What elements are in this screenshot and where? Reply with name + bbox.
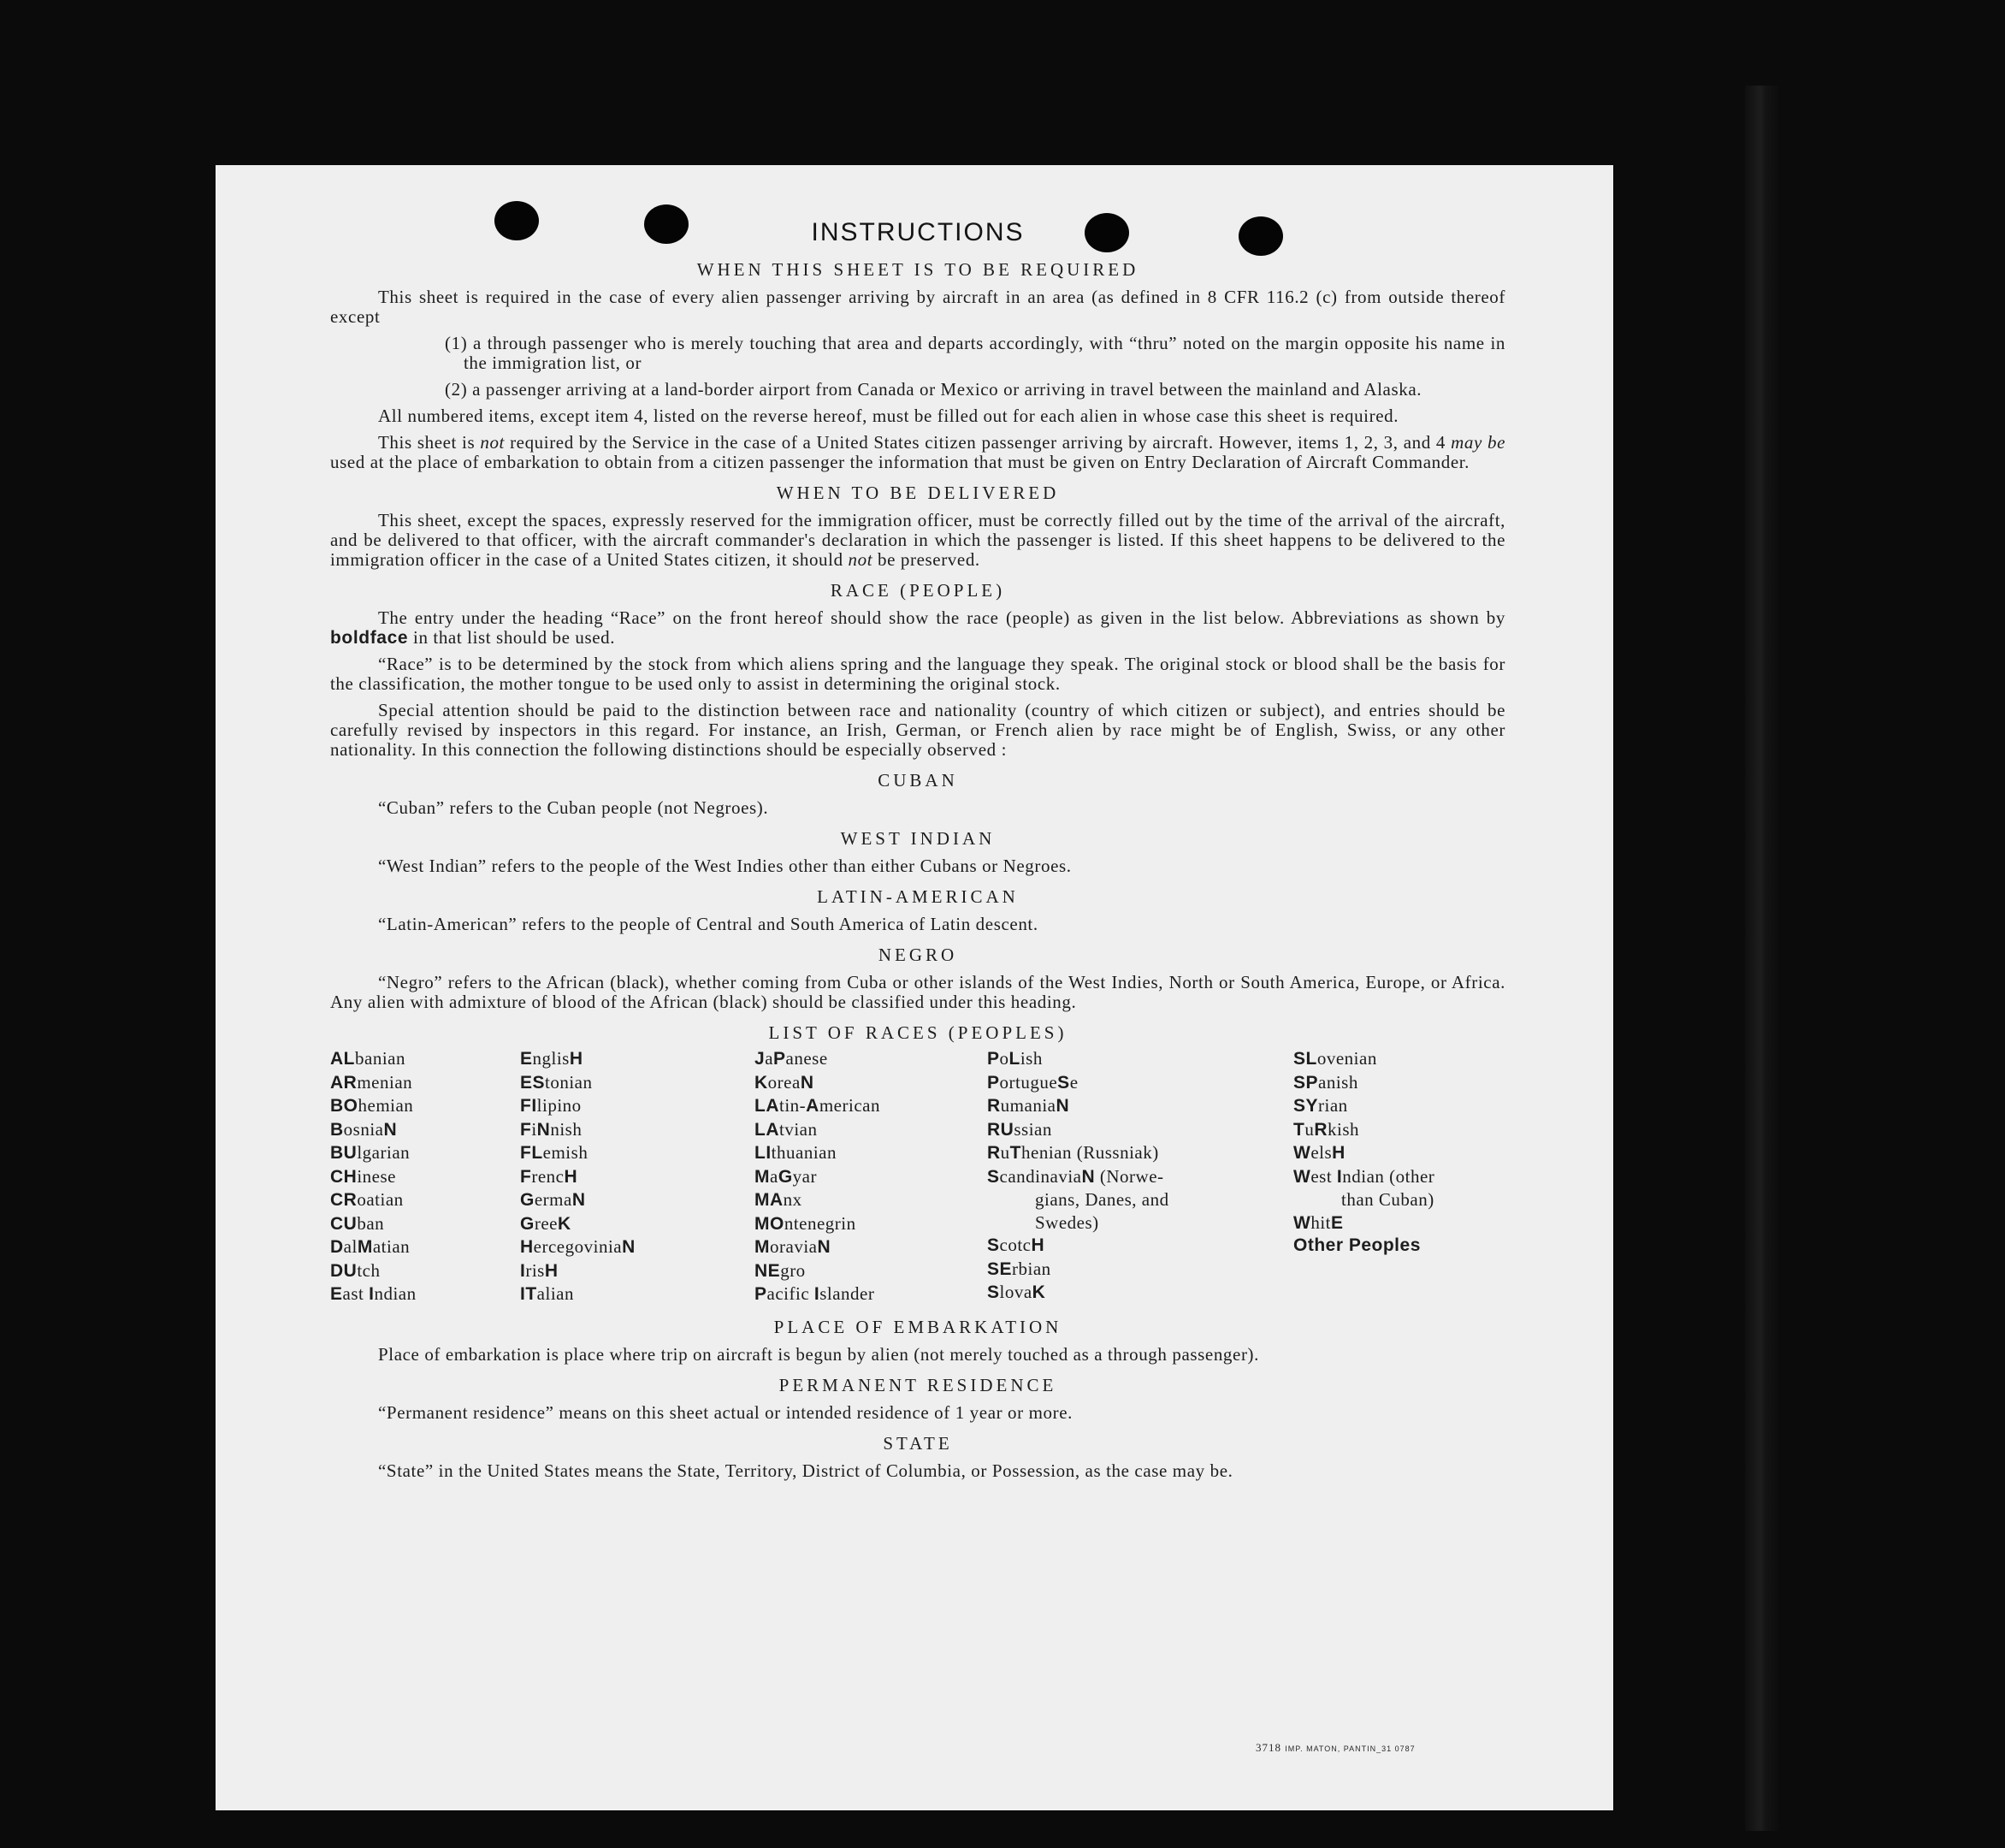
race-entry: HercegoviniaN (520, 1236, 636, 1257)
race-entry: MOntenegrin (754, 1212, 856, 1234)
film-edge (1745, 86, 1779, 1831)
heading-west-indian: WEST INDIAN (840, 828, 996, 849)
race-entry: SErbian (987, 1258, 1051, 1279)
race-entry: SlovaK (987, 1282, 1046, 1302)
race-entry: CRoatian (330, 1189, 404, 1210)
exception-item-1: (1) a through passenger who is merely touching that area and departs accordingly, with “thru” noted on the margin opposite his name in the immigration list, or (445, 333, 1505, 373)
heading-embarkation: PLACE OF EMBARKATION (773, 1316, 1062, 1337)
emphasis-not: not (480, 432, 505, 453)
paragraph-negro: “Negro” refers to the African (black), whether coming from Cuba or other islands of the West Indies, North or South America, Europe, or Africa. Any alien with admixture of blood of the African (black) should be classified under this heading. (330, 972, 1505, 1012)
race-entry: CHinese (330, 1165, 396, 1187)
race-entry: ARmenian (330, 1071, 413, 1093)
race-entry: PortugueSe (987, 1071, 1079, 1093)
instruction-sheet (216, 165, 1613, 1810)
race-entry: KoreaN (754, 1071, 814, 1093)
race-entry-other-peoples: Other Peoples (1293, 1235, 1421, 1255)
race-entry: GreeK (520, 1212, 571, 1234)
text-span: required by the Service in the case of a United States citizen passenger arriving by aircraft. However, items 1, 2, 3, and 4 (504, 432, 1452, 453)
heading-delivered: WHEN TO BE DELIVERED (776, 483, 1060, 503)
heading-residence: PERMANENT RESIDENCE (778, 1374, 1057, 1395)
race-entry: gians, Danes, and (1035, 1189, 1169, 1210)
races-column-1 (330, 1047, 520, 1306)
race-entry: RuThenian (Russniak) (987, 1142, 1159, 1163)
race-entry: MoraviaN (754, 1236, 831, 1257)
race-entry: than Cuban) (1341, 1189, 1434, 1210)
race-entry: MAnx (754, 1189, 802, 1210)
paragraph-race-3: Special attention should be paid to the distinction between race and nationality (country of which citizen or subject), and entries should be carefully revised by inspectors in this regard. For instance, an Irish, German, or French alien by race might be of English, Swiss, or any other nationality. In this connection the following distinctions should be especially observed : (330, 700, 1505, 760)
paragraph-race-1 (330, 608, 1505, 648)
paragraph-required-3 (330, 433, 1505, 472)
heading-race: RACE (PEOPLE) (830, 580, 1006, 601)
race-entry: East Indian (330, 1283, 417, 1304)
text-span: The entry under the heading “Race” on the front hereof should show the race (people) as given in the list below. Abbreviations as shown by (378, 607, 1505, 628)
race-entry: LAtvian (754, 1118, 818, 1140)
paragraph-required-2: All numbered items, except item 4, listed on the reverse hereof, must be filled out for each alien in whose case this sheet is required. (378, 406, 1399, 426)
race-entry: DUtch (330, 1259, 381, 1281)
race-entry: SYrian (1293, 1095, 1348, 1116)
emphasis-not: not (848, 549, 873, 570)
paragraph-state: “State” in the United States means the State, Territory, District of Columbia, or Possession, as the case may be. (378, 1460, 1233, 1481)
race-entry: EStonian (520, 1071, 593, 1093)
heading-latin-american: LATIN-AMERICAN (817, 886, 1019, 907)
race-entry: SLovenian (1293, 1048, 1377, 1069)
text-span: in that list should be used. (408, 627, 616, 648)
printer-imprint (1256, 1741, 1416, 1755)
printer-name: IMP. MATON, PANTIN_31 0787 (1285, 1744, 1416, 1753)
race-entry: BUlgarian (330, 1142, 411, 1163)
race-entry: GermaN (520, 1189, 586, 1210)
paragraph-delivered (330, 511, 1505, 570)
paragraph-required-1: This sheet is required in the case of every alien passenger arriving by aircraft in an area (as defined in 8 CFR 116.2 (c) from outside thereof except (330, 287, 1505, 327)
form-number: 3718 (1256, 1741, 1281, 1754)
race-entry: MaGyar (754, 1165, 817, 1187)
text-span: This sheet is (378, 432, 481, 453)
race-entry: PoLish (987, 1048, 1043, 1069)
race-entry: NEgro (754, 1259, 806, 1281)
race-entry: Swedes) (1035, 1211, 1099, 1233)
race-entry: LIthuanian (754, 1142, 837, 1163)
race-entry: WelsH (1293, 1142, 1346, 1163)
boldface-word: boldface (330, 628, 409, 648)
heading-negro: NEGRO (878, 945, 958, 965)
text-span: This sheet, except the spaces, expressly reserved for the immigration officer, must be correctly filled out by the time of the arrival of the aircraft, and be delivered to that officer, with the aircraft commander's declaration in which the passenger is listed. If this sheet happens to be delivered to the immigration officer in the case of a United States citizen, it should (330, 510, 1505, 570)
race-entry: ALbanian (330, 1048, 405, 1069)
race-entry: FLemish (520, 1142, 588, 1163)
race-entry: LAtin-American (754, 1095, 880, 1116)
races-list (330, 1047, 1505, 1306)
race-entry: West Indian (other (1293, 1165, 1435, 1187)
race-entry: FrencH (520, 1165, 578, 1187)
paragraph-residence: “Permanent residence” means on this sheet actual or intended residence of 1 year or more. (378, 1401, 1073, 1423)
paragraph-embarkation: Place of embarkation is place where trip on aircraft is begun by alien (not merely touched as a through passenger). (378, 1343, 1259, 1365)
race-entry: EnglisH (520, 1048, 583, 1069)
race-entry: SPanish (1293, 1071, 1358, 1093)
races-column-5 (1293, 1047, 1505, 1306)
race-entry: BOhemian (330, 1095, 414, 1116)
race-entry: TuRkish (1293, 1118, 1360, 1140)
heading-required: WHEN THIS SHEET IS TO BE REQUIRED (696, 259, 1139, 280)
heading-cuban: CUBAN (878, 770, 958, 791)
exception-item-2: (2) a passenger arriving at a land-border airport from Canada or Mexico or arriving in travel between the mainland and Alaska. (445, 379, 1422, 400)
race-entry: FIlipino (520, 1095, 582, 1116)
race-entry: RUssian (987, 1118, 1052, 1140)
race-entry: BosniaN (330, 1118, 398, 1140)
emphasis-may-be: may be (1451, 432, 1505, 453)
race-entry: RumaniaN (987, 1095, 1070, 1116)
race-entry: DalMatian (330, 1236, 411, 1257)
race-entry: ScandinaviaN (Norwe- (987, 1165, 1164, 1187)
races-column-4 (987, 1047, 1293, 1306)
text-span: be preserved. (872, 549, 980, 570)
race-entry: Pacific Islander (754, 1283, 875, 1304)
page-title: INSTRUCTIONS (811, 218, 1025, 246)
race-entry: IrisH (520, 1259, 559, 1281)
paragraph-latin-american: “Latin-American” refers to the people of Central and South America of Latin descent. (378, 914, 1038, 934)
races-column-3 (754, 1047, 987, 1306)
sheet-content (330, 218, 1505, 1488)
paragraph-west-indian: “West Indian” refers to the people of the West Indies other than either Cubans or Negroes. (378, 856, 1072, 876)
race-entry: WhitE (1293, 1211, 1344, 1233)
race-entry: FiNnish (520, 1118, 583, 1140)
races-column-2 (520, 1047, 754, 1306)
race-entry: JaPanese (754, 1048, 828, 1069)
heading-state: STATE (883, 1432, 953, 1454)
text-span: used at the place of embarkation to obtain from a citizen passenger the information that must be given on Entry Declaration of Aircraft Commander. (330, 452, 1470, 472)
race-entry: ITalian (520, 1283, 574, 1304)
heading-list-of-races: LIST OF RACES (PEOPLES) (768, 1022, 1068, 1043)
paragraph-cuban: “Cuban” refers to the Cuban people (not Negroes). (378, 797, 769, 818)
race-entry: ScotcH (987, 1235, 1045, 1255)
race-entry: CUban (330, 1212, 385, 1234)
paragraph-race-2: “Race” is to be determined by the stock from which aliens spring and the language they speak. The original stock or blood shall be the basis for the classification, the mother tongue to be used only to assist in determining the original stock. (330, 654, 1505, 694)
